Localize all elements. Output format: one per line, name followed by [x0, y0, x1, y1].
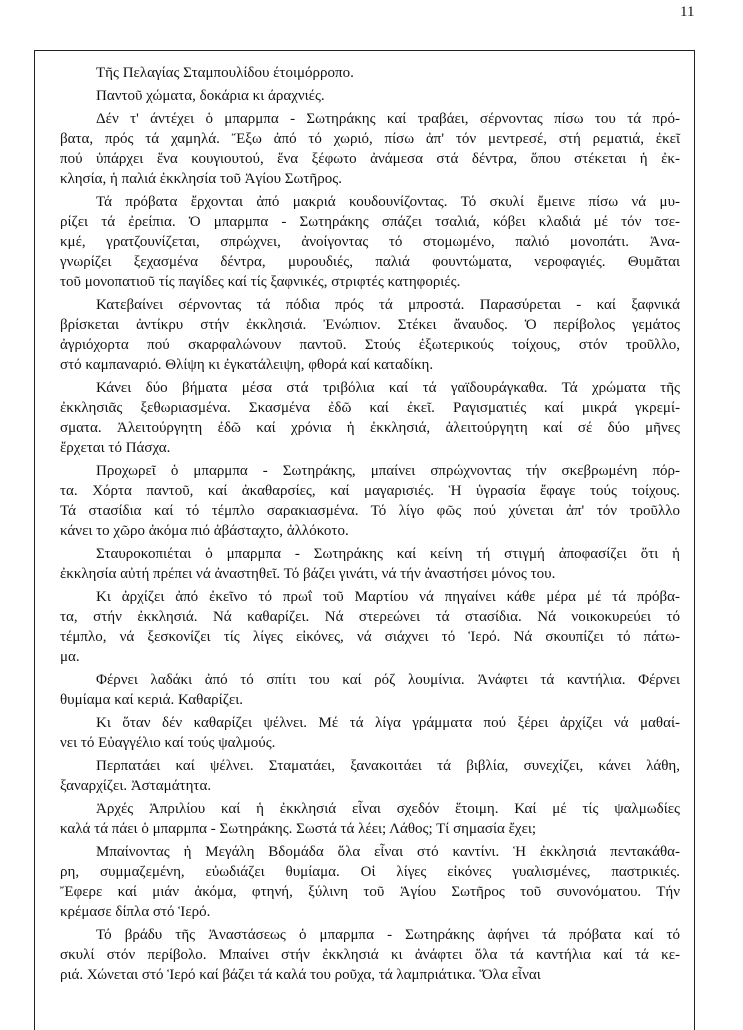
text-line: μα. — [60, 649, 80, 665]
paragraph — [60, 842, 680, 922]
text-line: κλησία, ἡ παλιά ἐκκλησία τοῦ Ἁγίου Σωτῆρος. — [60, 171, 342, 187]
text-line: ἐκκλησιᾶς ξεθωριασμένα. Σκασμένα ἐδῶ καί ἐκεῖ. Ραγισματιές καί μικρά γκρεμί- — [60, 400, 680, 416]
text-line: στό καμπαναριό. Θλίψη κι ἐγκατάλειψη, φθορά καί καταδίκη. — [60, 357, 434, 373]
paragraph — [60, 670, 680, 710]
text-body — [60, 63, 680, 985]
text-line: καλά τά πάει ὁ μπαρμπα - Σωτηράκης. Σωστά τά λέει; Λάθος; Τί σημασία ἔχει; — [60, 821, 537, 837]
text-line: Τά στασίδια καί τό τέμπλο σαρακιασμένα. Τό λίγο φῶς πού χύνεται ἀπ' τόν τροῦλλο — [60, 503, 680, 519]
paragraph — [60, 587, 680, 667]
text-line: Κι ἀρχίζει ἀπό ἐκεῖνο τό πρωΐ τοῦ Μαρτίου νά πηγαίνει κάθε μέρα μέ τά πρόβα- — [96, 589, 680, 605]
paragraph — [60, 378, 680, 458]
text-line: Προχωρεῖ ὁ μπαρμπα - Σωτηράκης, μπαίνει σπρώχνοντας τήν σκεβρωμένη πόρ- — [96, 463, 680, 479]
paragraph — [60, 544, 680, 584]
text-line: Δέν τ' άντέχει ὁ μπαρμπα - Σωτηράκης καί τραβάει, σέρνοντας πίσω του τά πρό- — [96, 111, 680, 127]
text-line: Τῆς Πελαγίας Σταμπουλίδου έτοιμόρροπο. — [96, 65, 354, 81]
text-line: Παντοῦ χώματα, δοκάρια κι άραχνιές. — [96, 88, 325, 104]
text-line: Κι ὅταν δέν καθαρίζει ψέλνει. Μέ τά λίγα γράμματα πού ξέρει ἀρχίζει νά μαθαί- — [96, 715, 680, 731]
text-line: σματα. Ἀλειτούργητη ἐδῶ καί χρόνια ἡ ἐκκλησιά, ἀλειτούργητη καί σέ δύο μῆνες — [60, 420, 680, 436]
text-line: Ἔφερε καί μιάν ἀκόμα, φτηνή, ξύλινη τοῦ Ἁγίου Σωτῆρος τοῦ συνονόματου. Τήν — [60, 884, 680, 900]
text-line: Μπαίνοντας ἡ Μεγάλη Βδομάδα ὅλα εἶναι στό καντίνι. Ἡ ἐκκλησιά πεντακάθα- — [96, 844, 680, 860]
page-number: 11 — [680, 4, 695, 20]
text-line: σκυλί στόν περίβολο. Μπαίνει στήν ἐκκλησιά κι ἀνάφτει ὅλα τά καντήλια καί τά κε- — [60, 947, 680, 963]
text-line: Ἀρχές Ἀπριλίου καί ἡ ἐκκλησιά εἶναι σχεδόν ἕτοιμη. Καί μέ τίς ψαλμωδίες — [96, 801, 680, 817]
text-line: γνωρίζει ξεχασμένα δέντρα, μυρουδιές, παλιά φουντώματα, νεροφαγιές. Θυμᾶται — [60, 254, 680, 270]
paragraph — [60, 756, 680, 796]
text-line: ρη, συμμαζεμένη, εὐωδιάζει θυμίαμα. Οἱ λίγες εἰκόνες γυαλισμένες, παστρικιές. — [60, 864, 680, 880]
text-line: τέμπλο, νά ξεσκονίζει τίς λίγες εἰκόνες, νά σιάχνει τό Ἱερό. Νά σκουπίζει τό πάτω- — [60, 629, 680, 645]
text-line: τα, στήν ἐκκλησιά. Νά καθαρίζει. Νά στερεώνει τά στασίδια. Νά νοικοκυρεύει τό — [60, 609, 680, 625]
paragraph — [60, 925, 680, 985]
text-line: ἀγριόχορτα πού σκαρφαλώνουν παντοῦ. Στούς ἐξωτερικούς τοίχους, στόν τροῦλλο, — [60, 337, 680, 353]
text-line: βατα, πρός τά χαμηλά. Ἔξω ἀπό τό χωριό, πίσω ἀπ' τόν μεντρεσέ, στή ρεματιά, ἐκεῖ — [60, 131, 680, 147]
text-line: Κάνει δύο βήματα μέσα στά τριβόλια καί τά γαϊδουράγκαθα. Τά χρώματα τῆς — [96, 380, 680, 396]
text-line: Κατεβαίνει σέρνοντας τά πόδια πρός τά μπροστά. Παρασύρεται - καί ξαφνικά — [96, 297, 680, 313]
text-line: Περπατάει καί ψέλνει. Σταματάει, ξανακοιτάει τά βιβλία, συνεχίζει, κάνει λάθη, — [96, 758, 680, 774]
text-line: Τά πρόβατα ἔρχονται ἀπό μακριά κουδουνίζοντας. Τό σκυλί ἔμεινε πίσω νά μυ- — [96, 194, 680, 210]
paragraph — [60, 86, 680, 106]
text-line: βρίσκεται ἀντίκρυ στήν ἐκκλησιά. Ἐνώπιον. Στέκει ἄναυδος. Ὁ περίβολος γεμάτος — [60, 317, 680, 333]
paragraph — [60, 461, 680, 541]
text-line: νει τό Εὐαγγέλιο καί τούς ψαλμούς. — [60, 735, 276, 751]
text-line: Τό βράδυ τῆς Ἀναστάσεως ὁ μπαρμπα - Σωτηράκης ἀφήνει τά πρόβατα καί τό — [96, 927, 680, 943]
text-line: ἐκκλησία αὐτή πρέπει νά ἀναστηθεῖ. Τό βάζει γινάτι, νά τήν ἀναστήσει μόνος του. — [60, 566, 556, 582]
text-line: κμέ, γρατζουνίζεται, σπρώχνει, ἀνοίγοντας τό στομωμένο, παλιό μονοπάτι. Ἀνα- — [60, 234, 680, 250]
paragraph — [60, 295, 680, 375]
paragraph — [60, 109, 680, 189]
paragraph — [60, 713, 680, 753]
text-line: ξαναρχίζει. Ἀσταμάτητα. — [60, 778, 212, 794]
text-line: θυμίαμα καί κεριά. Καθαρίζει. — [60, 692, 244, 708]
text-line: ριά. Χώνεται στό Ἱερό καί βάζει τά καλά του ροῦχα, τά λαμπριάτικα. Ὅλα εἶναι — [60, 967, 541, 983]
text-line: ρίζει τά ἐρείπια. Ὁ μπαρμπα - Σωτηράκης σπάζει τσαλιά, κόβει κλαδιά μέ τόν τσε- — [60, 214, 680, 230]
text-line: τοῦ μονοπατιοῦ τίς παγίδες καί τίς ξαφνικές, στριφτές κατηφοριές. — [60, 274, 461, 290]
paragraph — [60, 63, 680, 83]
text-line: ἔρχεται τό Πάσχα. — [60, 440, 171, 456]
text-line: πού ὑπάρχει ἕνα κουγιουτού, ἕνα ξέφωτο ἀνάμεσα στά δέντρα, ὅπου στέκεται ἡ ἐκ- — [60, 151, 680, 167]
text-line: κάνει το χῶρο ἀκόμα πιό ἀβάσταχτο, ἀλλόκοτο. — [60, 523, 349, 539]
text-line: Σταυροκοπιέται ὁ μπαρμπα - Σωτηράκης καί κείνη τή στιγμή ἀποφασίζει ὅτι ἡ — [96, 546, 680, 562]
text-line: τα. Χόρτα παντοῦ, καί ἀκαθαρσίες, καί μαγαρισιές. Ἡ ὑγρασία ἔφαγε τούς τοίχους. — [60, 483, 680, 499]
text-line: κρέμασε δίπλα στό Ἱερό. — [60, 904, 211, 920]
paragraph — [60, 799, 680, 839]
paragraph — [60, 192, 680, 292]
text-line: Φέρνει λαδάκι ἀπό τό σπίτι του καί ρόζ λουμίνια. Ἀνάφτει τά καντήλια. Φέρνει — [96, 672, 680, 688]
